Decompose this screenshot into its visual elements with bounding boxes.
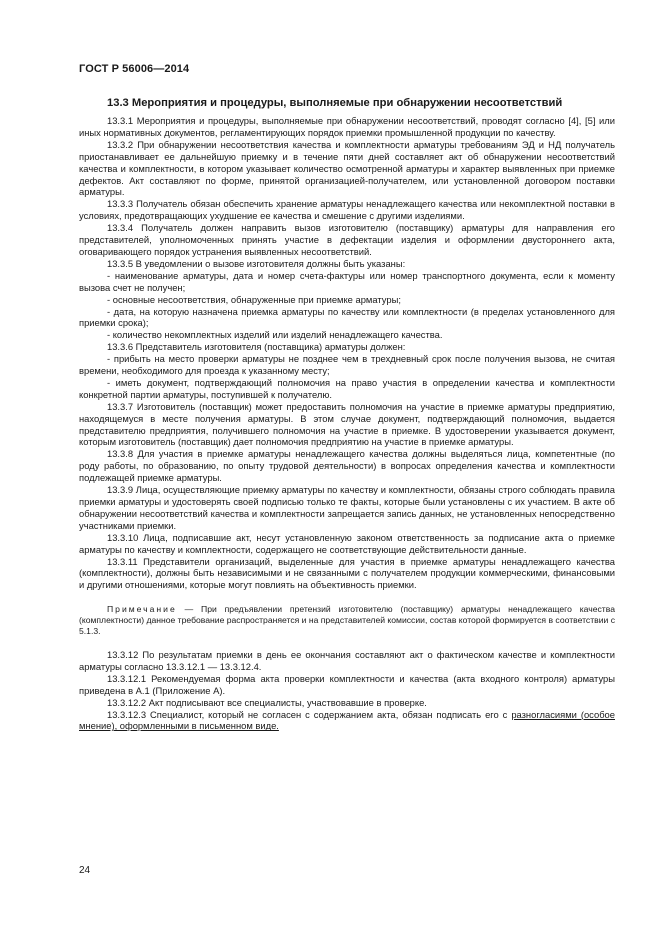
paragraph-13-3-2: 13.3.2 При обнаружении несоответствия качества и комплектности арматуры требованиям ЭД и НД получатель приостанавливает ее дальнейшую приемку и в течение пяти дней составляет акт об обнаружении несоответствий качества и комплектности, в котором указывает количество осмотренной арматуры и характер выявленных при приемке дефектов. Акт составляют по форме, принятой организацией-получателем, или установленной договором поставки арматуры. (79, 138, 615, 198)
list-item: - прибыть на место проверки арматуры не позднее чем в трехдневный срок после получения вызова, не считая времени, необходимого для проезда к указанному месту; (79, 353, 615, 377)
paragraph-13-3-3: 13.3.3 Получатель обязан обеспечить хранение арматуры ненадлежащего качества или некомплектной поставки в условиях, предотвращающих ухудшение ее качества и смешение с другими изделиями. (79, 198, 615, 222)
paragraph-13-3-12-1: 13.3.12.1 Рекомендуемая форма акта проверки комплектности и качества (акта входного контроля) арматуры приведена в А.1 (Приложение А). (79, 672, 615, 696)
list-item: - основные несоответствия, обнаруженные при приемке арматуры; (107, 293, 401, 305)
note (79, 604, 615, 637)
paragraph-13-3-12-3-start: 13.3.12.3 Специалист, который не согласен с содержанием акта, обязан подписать его с (107, 708, 512, 720)
paragraph-13-3-7: 13.3.7 Изготовитель (поставщик) может предоставить полномочия на участие в приемке арматуры предприятию, находящемуся в месте получения арматуры. В этом случае документ, подтверждающий полномочия, выдается представителю предприятия, получившего полномочия на участие в приемке. В удостоверении указывается документ, которым изготовитель (поставщик) дает полномочия предприятию на участие в приемке арматуры. (79, 400, 615, 448)
list-item: - дата, на которую назначена приемка арматуры по качеству или комплектности (в пределах установленного для приемки срока); (79, 305, 615, 329)
paragraph-13-3-12-3 (79, 709, 615, 733)
list-item: - количество некомплектных изделий или изделий ненадлежащего качества. (107, 329, 443, 341)
paragraph-13-3-1: 13.3.1 Мероприятия и процедуры, выполняемые при обнаружении несоответствий, проводят согласно [4], [5] или иных нормативных документов, регламентирующих порядок приемки промышленной продукции по качеству. (79, 115, 615, 138)
paragraph-13-3-5: 13.3.5 В уведомлении о вызове изготовителя должны быть указаны: (107, 257, 406, 269)
page-number: 24 (79, 865, 91, 876)
paragraph-13-3-4: 13.3.4 Получатель должен направить вызов изготовителю (поставщику) арматуры для направления его представителей, уполномоченных принять участие в дефектации изделия и оформлении двустороннего акта, оговаривающего порядок устранения выявленных несоответствий. (79, 222, 615, 257)
paragraph-13-3-6: 13.3.6 Представитель изготовителя (поставщика) арматуры должен: (107, 341, 406, 353)
document-header: ГОСТ Р 56006—2014 (79, 63, 190, 75)
paragraph-13-3-9: 13.3.9 Лица, осуществляющие приемку арматуры по качеству и комплектности, обязаны строго соблюдать правила приемки арматуры и удостоверять своей подписью только те факты, которые были установлены с их участием. В акте об обнаружении несоответствий качества и комплектности запрещается запись данных, не установленных непосредственно участниками приемки. (79, 484, 615, 531)
list-item: - наименование арматуры, дата и номер счета-фактуры или номер транспортного документа, если к моменту вызова счет не получен; (79, 269, 615, 293)
note-label: Примечание (107, 604, 177, 615)
body-text (79, 115, 615, 732)
list-item: - иметь документ, подтверждающий полномочия на право участия в определении качества и комплектности конкретной партии арматуры, поступившей к получателю. (79, 376, 615, 400)
section-title: 13.3 Мероприятия и процедуры, выполняемые при обнаружении несоответствий (107, 97, 563, 109)
paragraph-13-3-10: 13.3.10 Лица, подписавшие акт, несут установленную законом ответственность за подписание акта о приемке арматуры по качеству и комплектности, содержащего не соответствующие действительности данные. (79, 531, 615, 555)
note-text: — При предъявлении претензий изготовителю (поставщику) арматуры ненадлежащего качества (комплектности) данное требование распространяется и на представителей комиссии, состав которой формируется в соответствии с 5.1.3. (79, 604, 616, 637)
paragraph-13-3-12-2: 13.3.12.2 Акт подписывают все специалисты, участвовавшие в проверке. (107, 696, 427, 708)
paragraph-13-3-12-3-underlined: разногласиями (особое мнение), оформленными в письменном виде. (79, 708, 615, 732)
paragraph-13-3-12: 13.3.12 По результатам приемки в день ее окончания составляют акт о фактическом качестве и комплектности арматуры согласно 13.3.12.1 — 13.3.12.4. (79, 648, 615, 672)
paragraph-13-3-8: 13.3.8 Для участия в приемке арматуры ненадлежащего качества должны выделяться лица, компетентные (по роду работы, по образованию, по опыту трудовой деятельности) в вопросах определения качества и комплектности подлежащей приемке арматуры. (79, 448, 615, 484)
paragraph-13-3-11: 13.3.11 Представители организаций, выделенные для участия в приемке арматуры ненадлежащего качества (комплектности), должны быть независимыми и не связанными с получателем продукции коммерческими, финансовыми и другими отношениями, которые могут повлиять на объективность приемки. (79, 555, 615, 591)
